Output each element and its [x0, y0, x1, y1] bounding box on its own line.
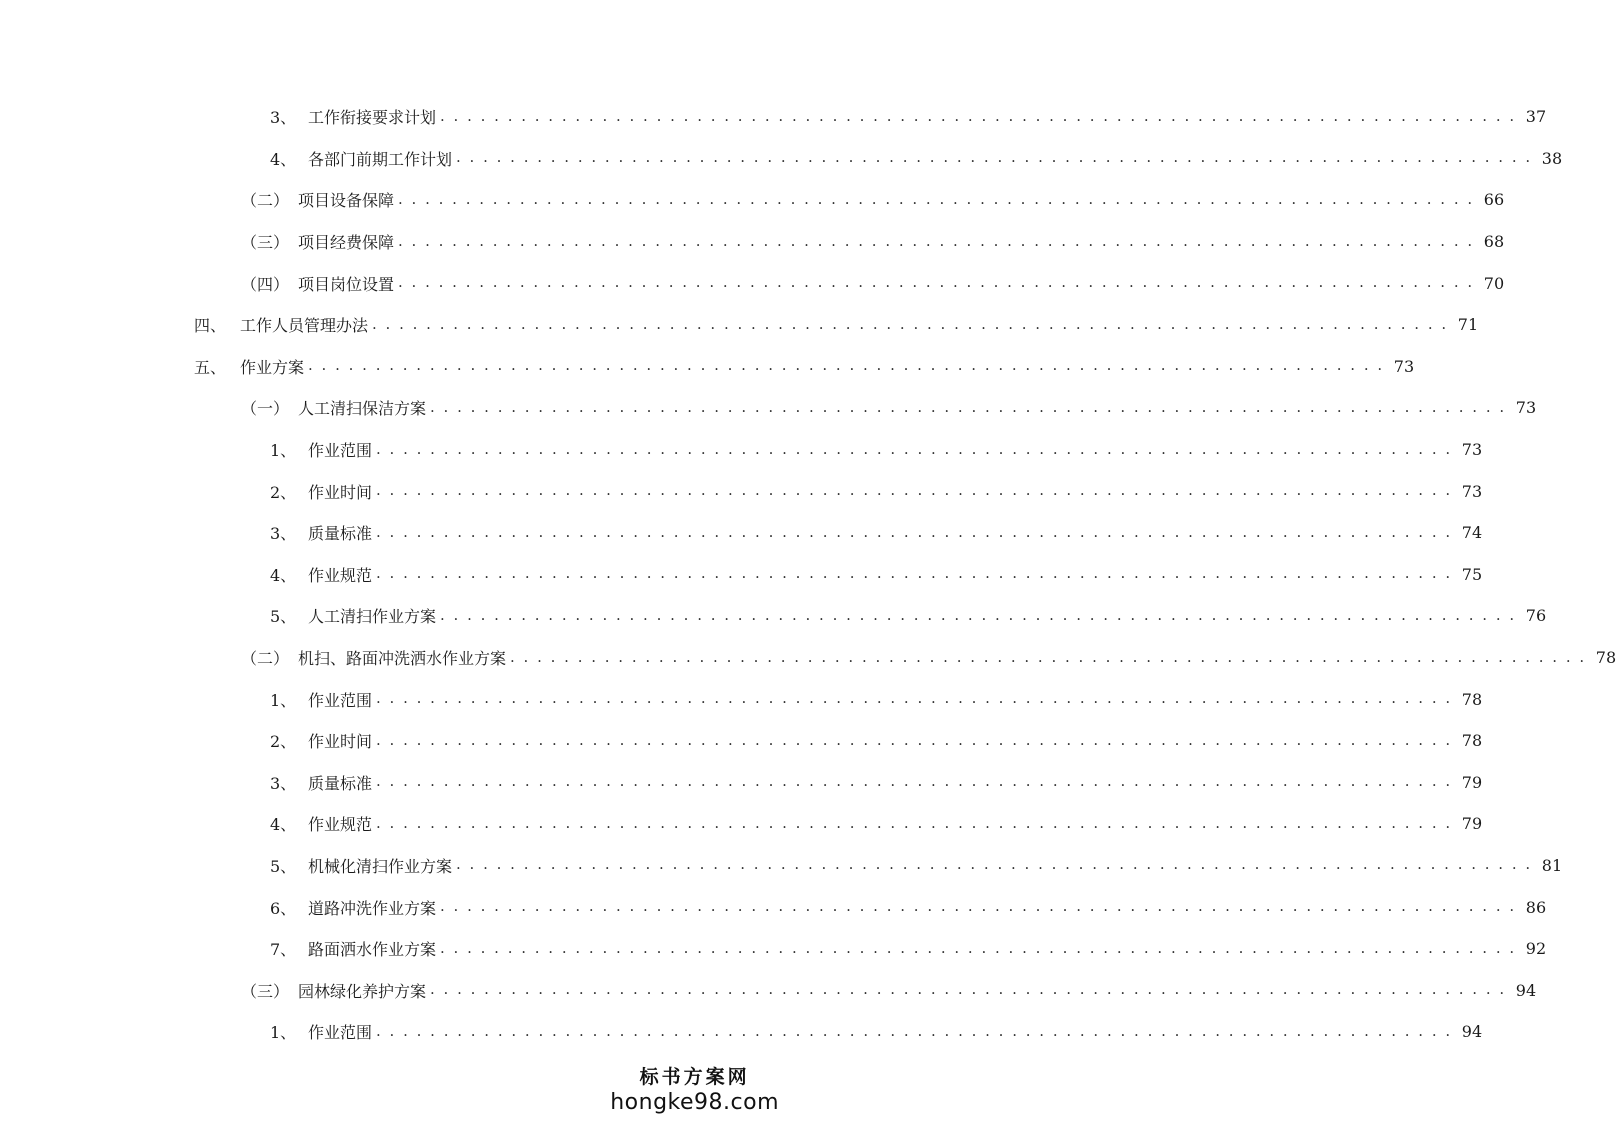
toc-entry-title: 工作衔接要求计划 [308, 108, 437, 128]
toc-entry[interactable] [0, 1011, 1483, 1053]
toc-entry[interactable] [0, 678, 1483, 720]
toc-entry-number: 4、 [270, 565, 297, 585]
toc-entry-title: 作业时间 [308, 732, 373, 752]
toc-page-number: 79 [1461, 772, 1483, 792]
toc-entry-number: 4、 [270, 149, 297, 169]
toc-entry-title: 质量标准 [308, 524, 373, 544]
toc-dot-leader: . . . . . . . . . . . . . . . . . . . . . . . . . . . . . . . . . . . . . . . . . . . . . . . . . . . . . . . . . . . . . . . . . . . . . . . . . . . . . . . . [440, 106, 1517, 125]
toc-entry[interactable] [0, 886, 1547, 928]
toc-page-number: 73 [1393, 356, 1415, 376]
toc-page-number: 78 [1461, 689, 1483, 709]
watermark-logo [610, 1064, 779, 1116]
toc-entry[interactable] [0, 554, 1483, 596]
toc-entry-number: （四） [241, 274, 290, 294]
toc-entry-number: 5、 [270, 856, 297, 876]
toc-dot-leader: . . . . . . . . . . . . . . . . . . . . . . . . . . . . . . . . . . . . . . . . . . . . . . . . . . . . . . . . . . . . . . . . . . . . . . . . . . . . . . . . [398, 273, 1475, 292]
toc-page-number: 86 [1525, 897, 1547, 917]
toc-entry[interactable] [0, 221, 1505, 263]
toc-entry-title: 路面洒水作业方案 [308, 940, 437, 960]
toc-page-number: 81 [1541, 855, 1563, 875]
toc-entry-title: 人工清扫保洁方案 [298, 399, 427, 419]
toc-page-number: 76 [1525, 606, 1547, 626]
toc-entry-number: 3、 [270, 108, 297, 128]
toc-entry[interactable] [0, 470, 1483, 512]
toc-dot-leader: . . . . . . . . . . . . . . . . . . . . . . . . . . . . . . . . . . . . . . . . . . . . . . . . . . . . . . . . . . . . . . . . . . . . . . . . . . . . . . . . [308, 356, 1385, 375]
toc-entry-title: 作业规范 [308, 565, 373, 585]
toc-entry-number: 7、 [270, 940, 297, 960]
toc-entry[interactable] [0, 803, 1483, 845]
toc-entry-title: 作业时间 [308, 482, 373, 502]
toc-entry[interactable] [0, 928, 1547, 970]
toc-entry-title: 项目设备保障 [298, 191, 395, 211]
toc-dot-leader: . . . . . . . . . . . . . . . . . . . . . . . . . . . . . . . . . . . . . . . . . . . . . . . . . . . . . . . . . . . . . . . . . . . . . . . . . . . . . . . . [398, 231, 1475, 250]
toc-entry-title: 项目岗位设置 [298, 274, 395, 294]
toc-page-number: 75 [1461, 564, 1483, 584]
toc-entry-title: 人工清扫作业方案 [308, 607, 437, 627]
watermark-url-text: hongke98.com [610, 1090, 779, 1115]
toc-entry-number: （二） [241, 649, 290, 669]
toc-dot-leader: . . . . . . . . . . . . . . . . . . . . . . . . . . . . . . . . . . . . . . . . . . . . . . . . . . . . . . . . . . . . . . . . . . . . . . . . . . . . . . . . [376, 813, 1453, 832]
toc-entry[interactable] [0, 304, 1479, 346]
toc-page-number: 79 [1461, 814, 1483, 834]
toc-page-number: 73 [1515, 398, 1537, 418]
toc-entry-title: 作业方案 [240, 357, 305, 377]
toc-entry-title: 作业规范 [308, 815, 373, 835]
toc-dot-leader: . . . . . . . . . . . . . . . . . . . . . . . . . . . . . . . . . . . . . . . . . . . . . . . . . . . . . . . . . . . . . . . . . . . . . . . . . . . . . . . . [372, 314, 1449, 333]
toc-dot-leader: . . . . . . . . . . . . . . . . . . . . . . . . . . . . . . . . . . . . . . . . . . . . . . . . . . . . . . . . . . . . . . . . . . . . . . . . . . . . . . . . [430, 397, 1507, 416]
toc-entry-number: （三） [241, 233, 290, 253]
toc-entry-number: （三） [241, 981, 290, 1001]
toc-entry-number: 五、 [194, 357, 227, 377]
toc-entry[interactable] [0, 637, 1616, 679]
toc-page-number: 71 [1457, 315, 1479, 335]
toc-entry-number: 2、 [270, 482, 297, 502]
toc-entry[interactable] [0, 262, 1505, 304]
toc-entry-number: 2、 [270, 732, 297, 752]
toc-page-number: 73 [1461, 440, 1483, 460]
toc-entry[interactable] [0, 512, 1483, 554]
toc-entry-number: 5、 [270, 607, 297, 627]
toc-entry-number: 1、 [270, 441, 297, 461]
toc-dot-leader: . . . . . . . . . . . . . . . . . . . . . . . . . . . . . . . . . . . . . . . . . . . . . . . . . . . . . . . . . . . . . . . . . . . . . . . . . . . . . . . . [376, 689, 1453, 708]
toc-dot-leader: . . . . . . . . . . . . . . . . . . . . . . . . . . . . . . . . . . . . . . . . . . . . . . . . . . . . . . . . . . . . . . . . . . . . . . . . . . . . . . . . [376, 522, 1453, 541]
toc-entry-title: 机械化清扫作业方案 [308, 856, 453, 876]
toc-entry-number: 四、 [194, 316, 227, 336]
toc-page-number: 73 [1461, 481, 1483, 501]
toc-entry[interactable] [0, 179, 1505, 221]
toc-dot-leader: . . . . . . . . . . . . . . . . . . . . . . . . . . . . . . . . . . . . . . . . . . . . . . . . . . . . . . . . . . . . . . . . . . . . . . . . . . . . . . . . [440, 938, 1517, 957]
toc-entry[interactable] [0, 96, 1547, 138]
toc-dot-leader: . . . . . . . . . . . . . . . . . . . . . . . . . . . . . . . . . . . . . . . . . . . . . . . . . . . . . . . . . . . . . . . . . . . . . . . . . . . . . . . . [440, 897, 1517, 916]
toc-page-number: 92 [1525, 939, 1547, 959]
toc-entry-title: 质量标准 [308, 773, 373, 793]
toc-entry-number: 1、 [270, 690, 297, 710]
toc-page-number: 78 [1461, 731, 1483, 751]
toc-page-number: 78 [1595, 648, 1616, 668]
toc-page-number: 68 [1483, 232, 1505, 252]
toc-entry[interactable] [0, 138, 1563, 180]
toc-dot-leader: . . . . . . . . . . . . . . . . . . . . . . . . . . . . . . . . . . . . . . . . . . . . . . . . . . . . . . . . . . . . . . . . . . . . . . . . . . . . . . . . [376, 564, 1453, 583]
toc-entry[interactable] [0, 969, 1537, 1011]
toc-entry-number: 4、 [270, 815, 297, 835]
toc-entry[interactable] [0, 762, 1483, 804]
toc-entry-title: 作业范围 [308, 1023, 373, 1043]
toc-entry[interactable] [0, 595, 1547, 637]
toc-entry-number: （二） [241, 191, 290, 211]
toc-entry-title: 项目经费保障 [298, 233, 395, 253]
table-of-contents [0, 96, 1616, 1053]
toc-entry-title: 作业范围 [308, 690, 373, 710]
toc-entry-title: 作业范围 [308, 441, 373, 461]
toc-dot-leader: . . . . . . . . . . . . . . . . . . . . . . . . . . . . . . . . . . . . . . . . . . . . . . . . . . . . . . . . . . . . . . . . . . . . . . . . . . . . . . . . [376, 439, 1453, 458]
toc-dot-leader: . . . . . . . . . . . . . . . . . . . . . . . . . . . . . . . . . . . . . . . . . . . . . . . . . . . . . . . . . . . . . . . . . . . . . . . . . . . . . . . . [376, 730, 1453, 749]
toc-entry[interactable] [0, 346, 1415, 388]
toc-entry-number: 6、 [270, 898, 297, 918]
toc-dot-leader: . . . . . . . . . . . . . . . . . . . . . . . . . . . . . . . . . . . . . . . . . . . . . . . . . . . . . . . . . . . . . . . . . . . . . . . . . . . . . . . . [430, 980, 1507, 999]
toc-entry[interactable] [0, 387, 1537, 429]
toc-page-number: 70 [1483, 273, 1505, 293]
toc-entry-number: 3、 [270, 773, 297, 793]
toc-page-number: 66 [1483, 190, 1505, 210]
toc-dot-leader: . . . . . . . . . . . . . . . . . . . . . . . . . . . . . . . . . . . . . . . . . . . . . . . . . . . . . . . . . . . . . . . . . . . . . . . . . . . . . . . . [456, 855, 1533, 874]
toc-entry-number: （一） [241, 399, 290, 419]
toc-dot-leader: . . . . . . . . . . . . . . . . . . . . . . . . . . . . . . . . . . . . . . . . . . . . . . . . . . . . . . . . . . . . . . . . . . . . . . . . . . . . . . . . [398, 189, 1475, 208]
toc-entry-title: 机扫、路面冲洗洒水作业方案 [298, 649, 507, 669]
toc-dot-leader: . . . . . . . . . . . . . . . . . . . . . . . . . . . . . . . . . . . . . . . . . . . . . . . . . . . . . . . . . . . . . . . . . . . . . . . . . . . . . . . . [456, 148, 1533, 167]
toc-dot-leader: . . . . . . . . . . . . . . . . . . . . . . . . . . . . . . . . . . . . . . . . . . . . . . . . . . . . . . . . . . . . . . . . . . . . . . . . . . . . . . . . [376, 481, 1453, 500]
toc-entry-number: 3、 [270, 524, 297, 544]
toc-dot-leader: . . . . . . . . . . . . . . . . . . . . . . . . . . . . . . . . . . . . . . . . . . . . . . . . . . . . . . . . . . . . . . . . . . . . . . . . . . . . . . . . [376, 1021, 1453, 1040]
toc-entry-title: 各部门前期工作计划 [308, 149, 453, 169]
toc-entry-title: 工作人员管理办法 [240, 316, 369, 336]
toc-page-number: 74 [1461, 523, 1483, 543]
toc-page-number: 38 [1541, 148, 1563, 168]
toc-page-number: 94 [1461, 1022, 1483, 1042]
toc-entry[interactable] [0, 429, 1483, 471]
toc-entry[interactable] [0, 845, 1563, 887]
toc-page-number: 94 [1515, 980, 1537, 1000]
toc-entry-number: 1、 [270, 1023, 297, 1043]
toc-dot-leader: . . . . . . . . . . . . . . . . . . . . . . . . . . . . . . . . . . . . . . . . . . . . . . . . . . . . . . . . . . . . . . . . . . . . . . . . . . . . . . . . [376, 772, 1453, 791]
toc-dot-leader: . . . . . . . . . . . . . . . . . . . . . . . . . . . . . . . . . . . . . . . . . . . . . . . . . . . . . . . . . . . . . . . . . . . . . . . . . . . . . . . . [440, 605, 1517, 624]
toc-dot-leader: . . . . . . . . . . . . . . . . . . . . . . . . . . . . . . . . . . . . . . . . . . . . . . . . . . . . . . . . . . . . . . . . . . . . . . . . . . . . . . . . [510, 647, 1587, 666]
toc-entry-title: 园林绿化养护方案 [298, 981, 427, 1001]
toc-entry[interactable] [0, 720, 1483, 762]
toc-entry-title: 道路冲洗作业方案 [308, 898, 437, 918]
toc-page-number: 37 [1525, 107, 1547, 127]
watermark-chinese-text: 标书方案网 [639, 1066, 750, 1088]
